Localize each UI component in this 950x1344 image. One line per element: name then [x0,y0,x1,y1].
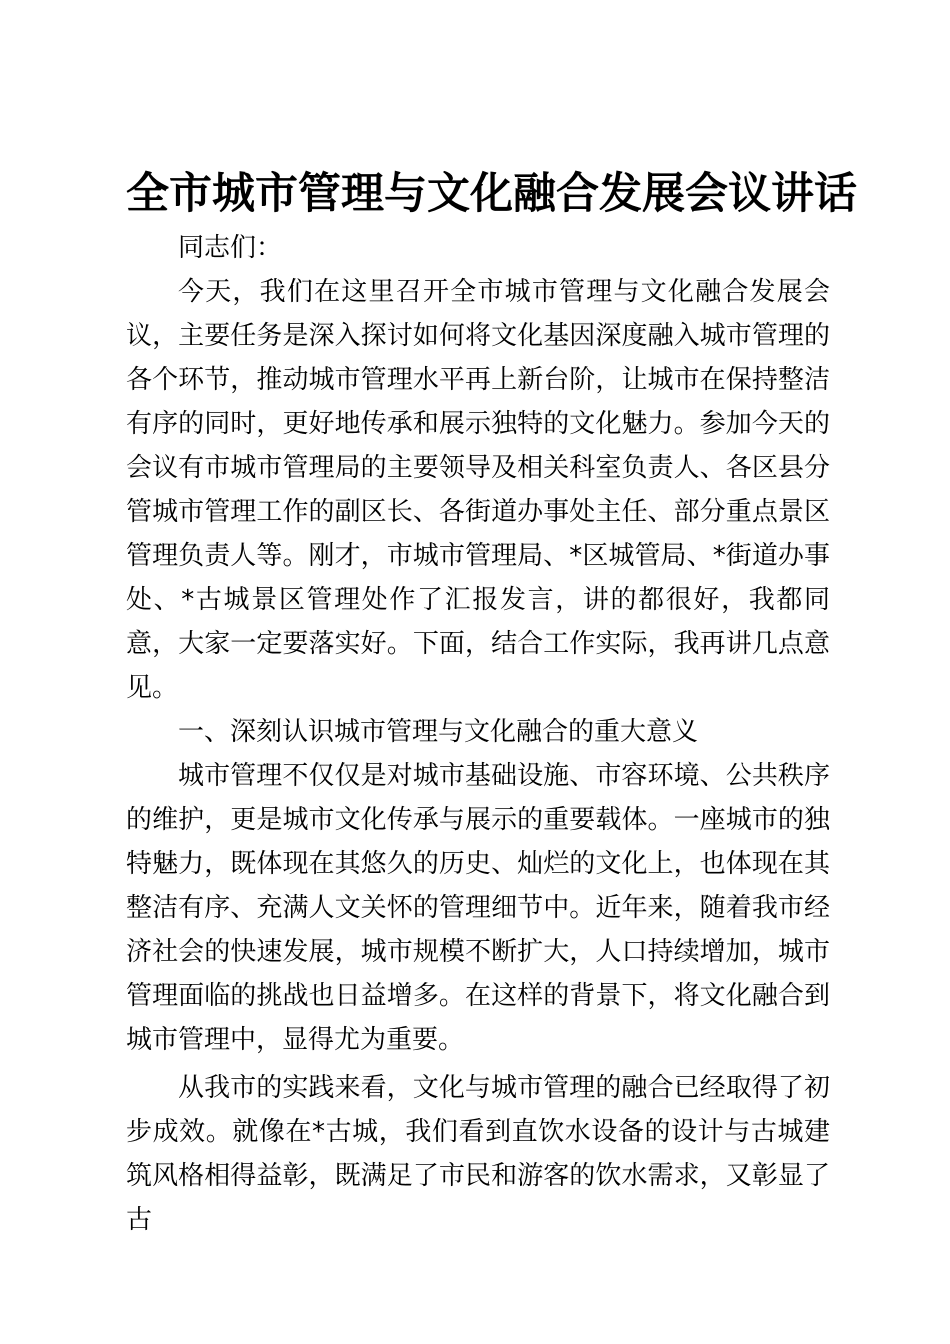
paragraph-opening: 今天，我们在这里召开全市城市管理与文化融合发展会议，主要任务是深入探讨如何将文化基因深度融入城市管理的各个环节，推动城市管理水平再上新台阶，让城市在保持整洁有序的同时，更好地传承和展示独特的文化魅力。参加今天的会议有市城市管理局的主要领导及相关科室负责人、各区县分管城市管理工作的副区长、各街道办事处主任、部分重点景区管理负责人等。刚才，市城市管理局、*区城管局、*街道办事处、*古城景区管理处作了汇报发言，讲的都很好，我都同意，大家一定要落实好。下面，结合工作实际，我再讲几点意见。 [126,277,830,703]
section-heading-1: 一、深刻认识城市管理与文化融合的重大意义 [178,717,699,747]
document-title: 全市城市管理与文化融合发展会议讲话 [126,169,857,219]
paragraph-practice: 从我市的实践来看，文化与城市管理的融合已经取得了初步成效。就像在*古城，我们看到直饮水设备的设计与古城建筑风格相得益彰，既满足了市民和游客的饮水需求，又彰显了古 [126,1073,830,1235]
paragraph-significance: 城市管理不仅仅是对城市基础设施、市容环境、公共秩序的维护，更是城市文化传承与展示的重要载体。一座城市的独特魅力，既体现在其悠久的历史、灿烂的文化上，也体现在其整洁有序、充满人文关怀的管理细节中。近年来，随着我市经济社会的快速发展，城市规模不断扩大，人口持续增加，城市管理面临的挑战也日益增多。在这样的背景下，将文化融合到城市管理中，显得尤为重要。 [126,761,830,1055]
salutation: 同志们： [178,233,283,263]
document-body [126,226,830,1242]
